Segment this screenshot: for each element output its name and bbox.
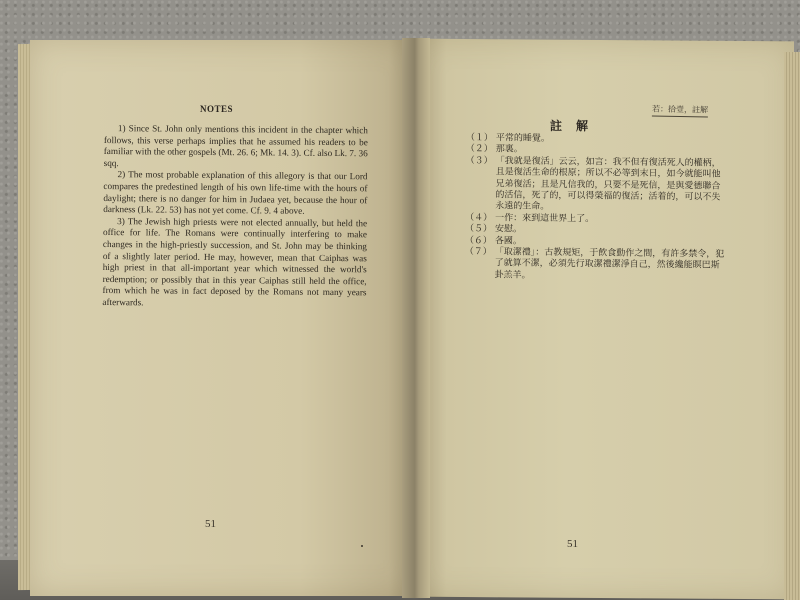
annotation-text: 各國。 [494,235,522,247]
right-page-edges [784,52,800,600]
annotations-list [464,133,726,284]
annotation-item [464,247,724,284]
right-page [416,39,794,600]
ink-dot [361,545,363,547]
annotation-number: （７） [464,247,492,258]
annotation-number: （２） [465,144,493,155]
book-spine [402,38,430,598]
annotation-number: （１） [465,133,494,144]
annotation-number: （６） [464,235,492,246]
note-paragraph-1: 1) Since St. John only mentions this incident in the chapter which follows, this verse perhaps implies that he assumed his readers to be familiar with the other gospels (Mt. 26. 6; Mk. 14. 3). Cf. also Lk. 7. 36 sqq. [103,123,368,168]
annotation-text: 「取潔禮」：古教規矩，于飲食動作之間，有許多禁令，犯了就算不潔，必須先行取潔禮潔淨自己，然後纔能瞑巴斯卦羔羊。 [494,247,725,281]
left-page-number: 51 [205,518,216,530]
note-paragraph-3: 3) The Jewish high priests were not elected annually, but held the office for life. The Romans were continually interfering to make changes in the high-priestly succession, and St. John may be thinking of a slightly later period. He may, however, mean that Caiphas was high priest in that all-important year which witnessed the world's redemption; or possibly that in this year Caiphas still held the office, from which he was in fact deposed by the Romans not many years afterwards. [102,215,368,308]
annotation-text: 那裏。 [495,144,523,156]
annotation-text: 「我就是復活」云云，如言：我不但有復活死人的權柄，且是復活生命的根原；所以不必等到末日，如今就能叫他兄弟復活；且是凡信我的，只要不是死信，是與愛德聯合的活信，死了的，可以得榮福的復活；活着的，可以不失永遠的生命。 [495,156,721,213]
notes-body [102,123,368,311]
notes-heading: NOTES [200,104,234,114]
annotation-text: 安慰。 [494,224,523,235]
annotation-text: 平常的睡覺。 [495,133,551,144]
annotation-item [465,156,726,216]
annotation-number: （５） [464,224,493,235]
running-header: 若：拾壹，註解 [652,104,708,118]
annotation-number: （４） [465,212,493,224]
annotation-number: （３） [465,155,493,167]
right-page-number: 51 [567,538,578,550]
annotation-text: 一作：來到這世界上了。 [495,213,595,225]
annotations-title: 註解 [550,119,603,133]
note-paragraph-2: 2) The most probable explanation of this allegory is that our Lord compares the predestined length of his own life-time with the hours of daylight; there is no danger for him in Judaea yet, because the hour of darkness (Lk. 22. 53) has not yet come. Cf. 9. 4 above. [103,169,368,216]
